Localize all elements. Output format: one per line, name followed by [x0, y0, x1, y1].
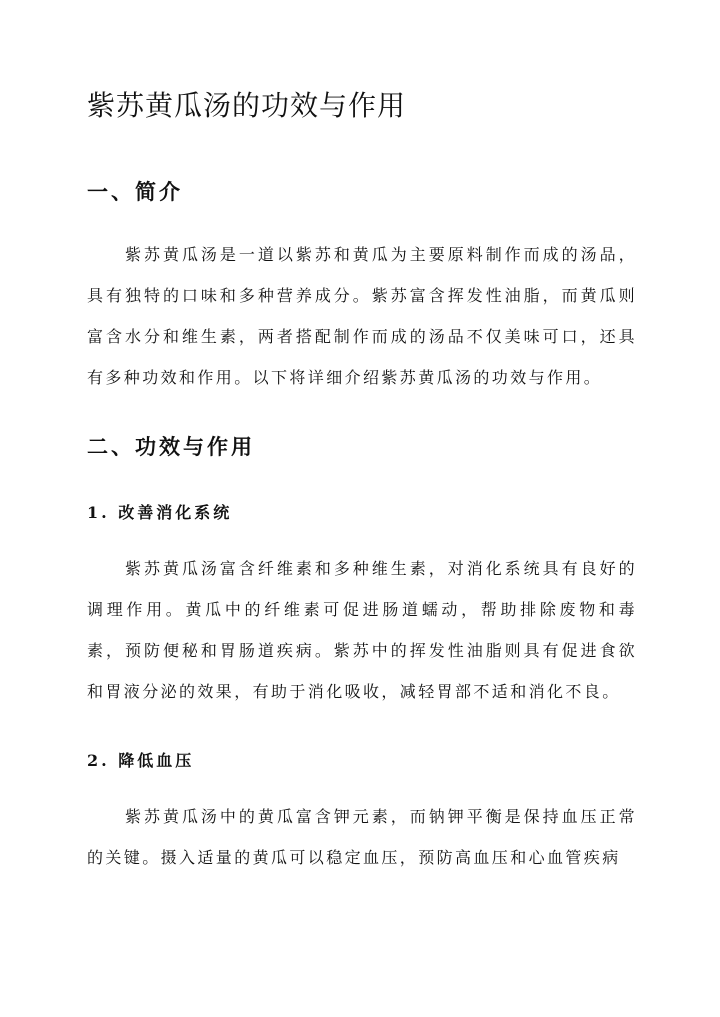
subsection-heading-digestion: 1. 改善消化系统 [87, 503, 233, 522]
subsection-heading-blood-pressure: 2. 降低血压 [87, 751, 195, 770]
document-title: 紫苏黄瓜汤的功效与作用 [87, 89, 407, 122]
section-heading-effects: 二、功效与作用 [87, 434, 255, 459]
intro-paragraph: 紫苏黄瓜汤是一道以紫苏和黄瓜为主要原料制作而成的汤品，具有独特的口味和多种营养成分。紫苏富含挥发性油脂，而黄瓜则富含水分和维生素，两者搭配制作而成的汤品不仅美味可口，还具有多种功效和作用。以下将详细介绍紫苏黄瓜汤的功效与作用。 [87, 245, 637, 387]
blood-pressure-paragraph: 紫苏黄瓜汤中的黄瓜富含钾元素，而钠钾平衡是保持血压正常的关键。摄入适量的黄瓜可以稳定血压，预防高血压和心血管疾病 [87, 807, 637, 867]
digestion-paragraph: 紫苏黄瓜汤富含纤维素和多种维生素，对消化系统具有良好的调理作用。黄瓜中的纤维素可促进肠道蠕动，帮助排除废物和毒素，预防便秘和胃肠道疾病。紫苏中的挥发性油脂则具有促进食欲和胃液分泌的效果，有助于消化吸收，减轻胃部不适和消化不良。 [87, 559, 637, 701]
section-heading-intro: 一、简介 [87, 179, 183, 204]
